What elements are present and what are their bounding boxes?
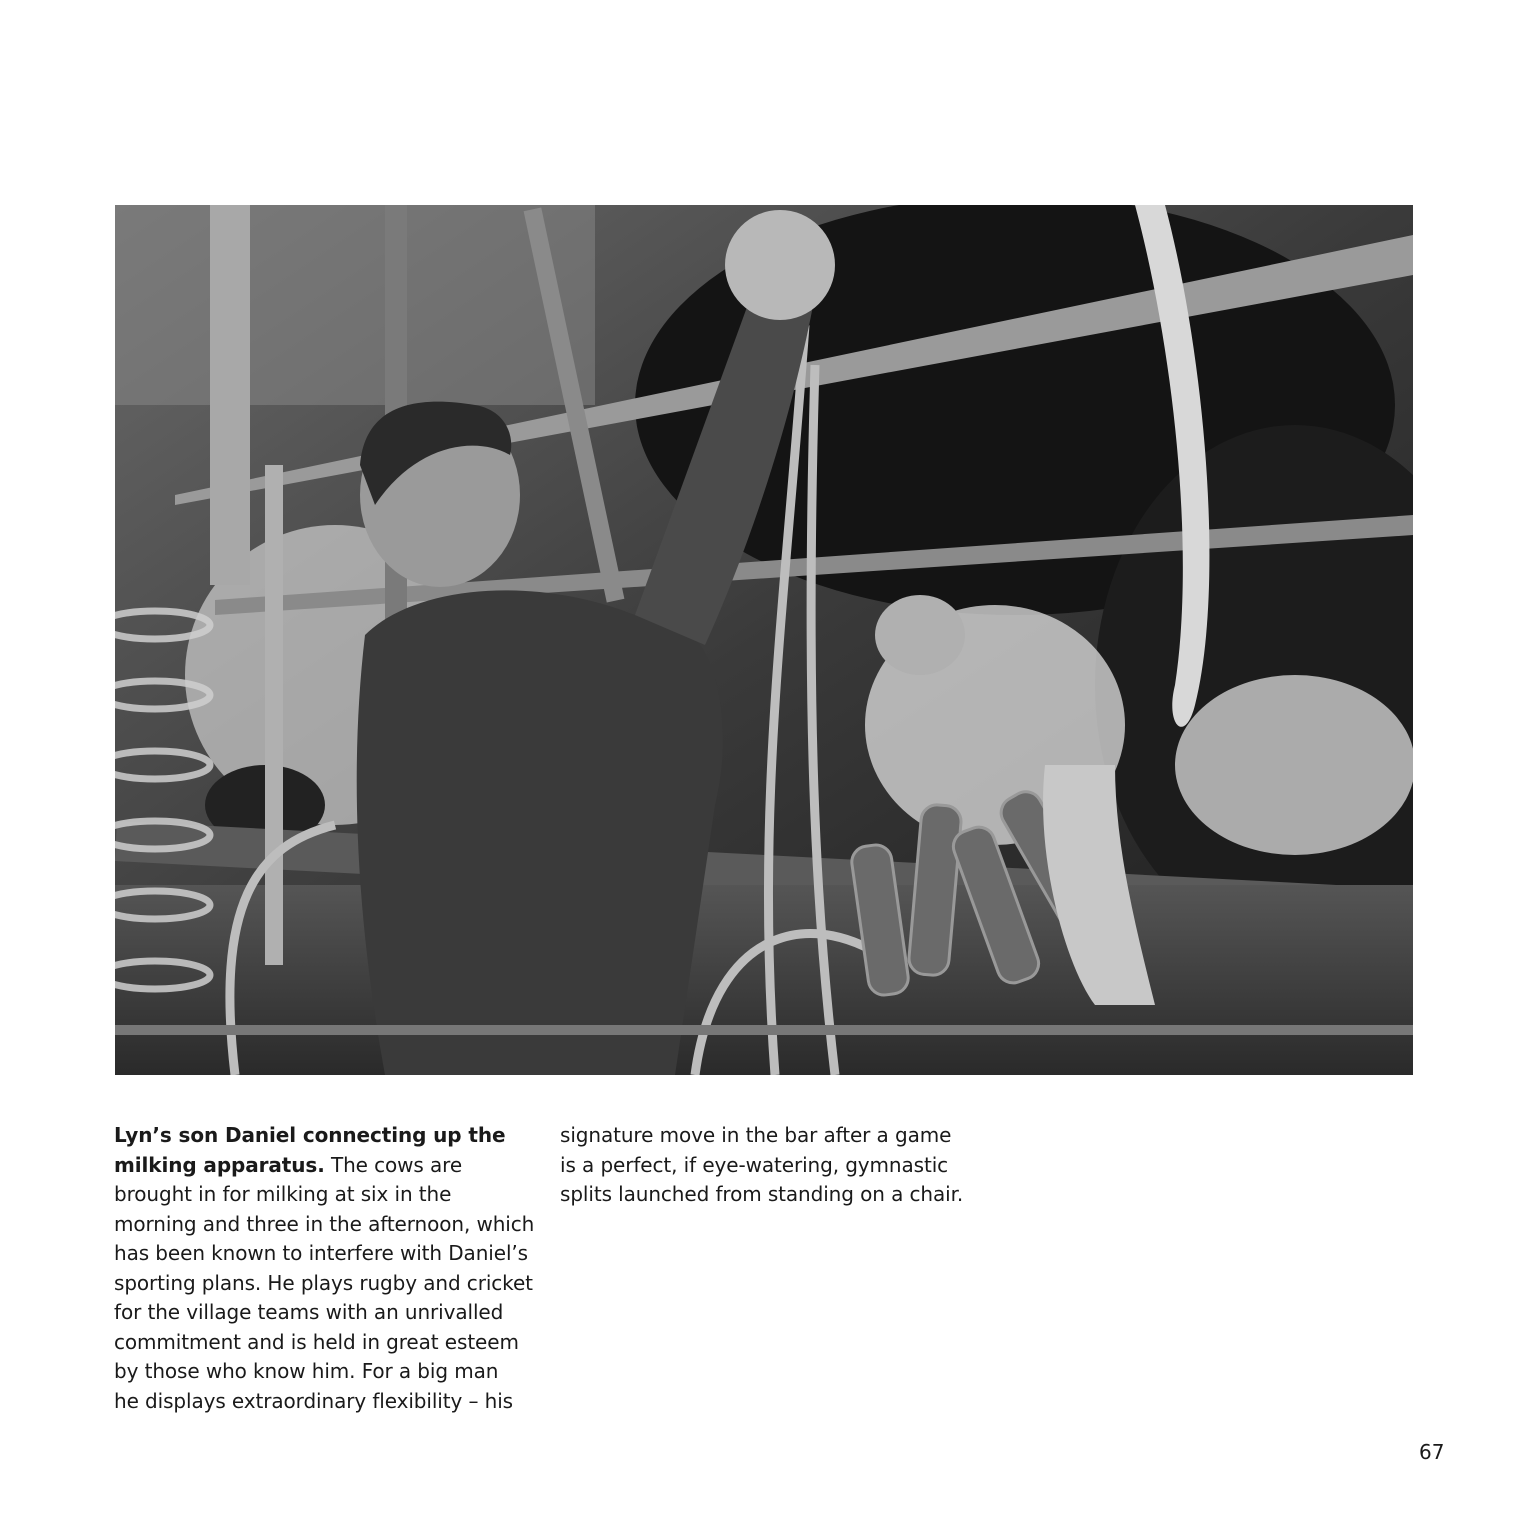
caption-line: is a perfect, if eye-watering, gymnastic	[560, 1152, 949, 1177]
caption-paragraph	[114, 1121, 544, 1416]
caption-line	[114, 1210, 544, 1240]
caption-line	[114, 1387, 544, 1417]
caption-column-left	[114, 1121, 544, 1416]
caption-column-right	[560, 1121, 990, 1210]
caption-line	[114, 1298, 544, 1328]
caption-text: has been known to interfere with Daniel’s	[114, 1241, 528, 1265]
photo-illustration	[115, 205, 1413, 1075]
caption-lead: Lyn’s son Daniel connecting up the	[114, 1123, 506, 1147]
caption-line: signature move in the bar after a game	[560, 1123, 952, 1147]
caption-text: morning and three in the afternoon, which	[114, 1211, 535, 1236]
caption-text: The cows are	[324, 1152, 463, 1177]
caption-line: splits launched from standing on a chair.	[560, 1182, 964, 1206]
caption-text: brought in for milking at six in the	[114, 1182, 452, 1206]
page-number: 67	[1419, 1440, 1445, 1464]
caption-line	[114, 1180, 544, 1210]
caption-text: for the village teams with an unrivalled	[114, 1300, 504, 1324]
photo-milking-parlour	[115, 205, 1413, 1075]
caption-line	[114, 1121, 544, 1151]
caption-text: he displays extraordinary flexibility – his	[114, 1388, 514, 1413]
caption-lead: milking apparatus.	[114, 1152, 325, 1177]
caption-line	[114, 1151, 544, 1181]
caption-text: by those who know him. For a big man	[114, 1359, 499, 1383]
caption-line	[114, 1328, 544, 1358]
caption-text: commitment and is held in great esteem	[114, 1329, 519, 1354]
caption-line	[114, 1269, 544, 1299]
caption-paragraph-continued	[560, 1121, 990, 1210]
caption-line	[114, 1357, 544, 1387]
caption-line	[114, 1239, 544, 1269]
caption-text: sporting plans. He plays rugby and cricket	[114, 1270, 533, 1295]
